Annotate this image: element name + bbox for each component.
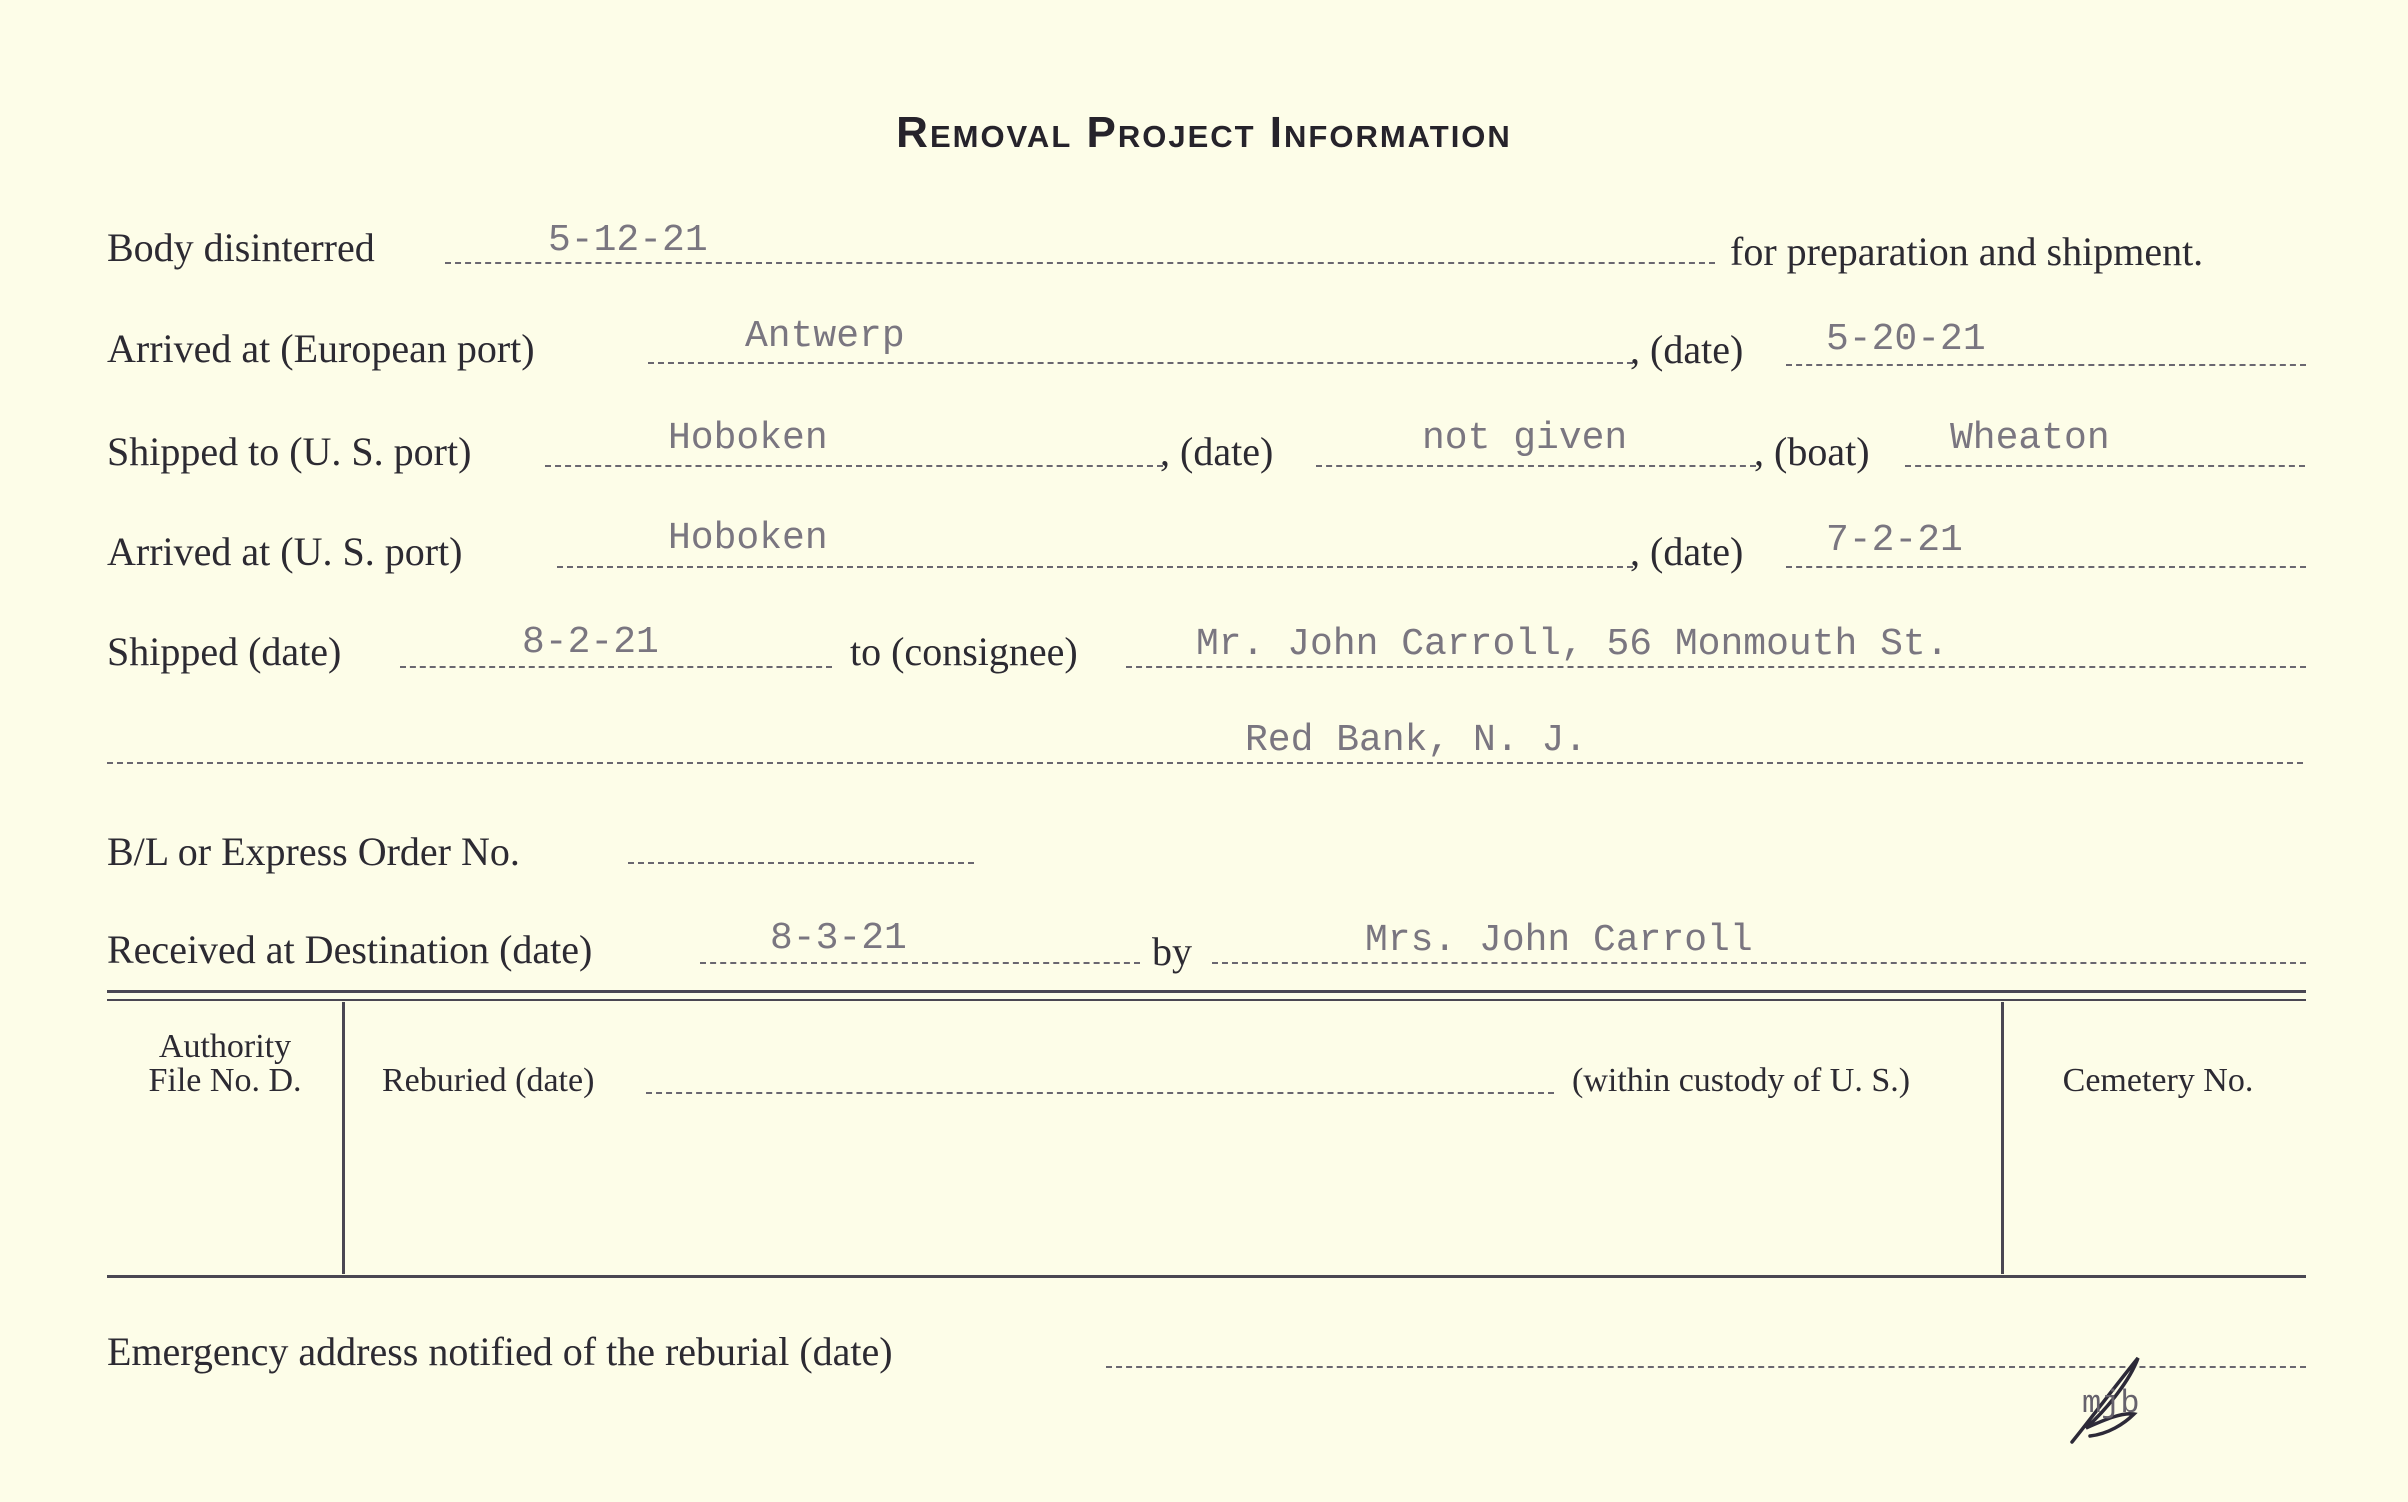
shipped-us-date-label: , (date) — [1160, 429, 1274, 474]
disinterred-date-line — [445, 262, 1715, 264]
shipped-us-port-label: Shipped to (U. S. port) — [107, 429, 472, 474]
received-by-value: Mrs. John Carroll — [1365, 919, 1753, 962]
arrived-us-date-value: 7-2-21 — [1826, 519, 1963, 562]
shipped-us-date-line — [1316, 465, 1756, 467]
disinterred-date-value: 5-12-21 — [548, 219, 708, 262]
arrived-european-date-line — [1786, 364, 2306, 366]
custody-label: (within custody of U. S.) — [1572, 1062, 1911, 1099]
initials-signature — [2060, 1350, 2160, 1450]
box-divider-left — [342, 1002, 345, 1274]
bl-express-order-line — [628, 862, 974, 864]
shipped-us-date-value: not given — [1422, 417, 1628, 460]
cemetery-number-label: Cemetery No. — [2062, 1062, 2254, 1099]
box-bottom-rule — [107, 1275, 2306, 1278]
disinterred-suffix-label: for preparation and shipment. — [1730, 229, 2204, 274]
arrived-us-port-line — [557, 566, 1633, 568]
shipped-us-port-value: Hoboken — [668, 417, 828, 460]
arrived-us-date-label: , (date) — [1630, 529, 1744, 574]
consignee-address-line-2: Red Bank, N. J. — [1245, 719, 1588, 762]
box-top-rule — [107, 990, 2306, 993]
shipped-date-line — [400, 666, 832, 668]
authority-label-line-1: Authority — [158, 1028, 292, 1065]
arrived-us-port-label: Arrived at (U. S. port) — [107, 529, 463, 574]
authority-label-line-2: File No. D. — [148, 1062, 302, 1099]
arrived-european-port-value: Antwerp — [745, 315, 905, 358]
disinterred-label: Body disinterred — [107, 225, 375, 270]
boat-line — [1905, 465, 2305, 467]
initials-text: mjb — [2082, 1385, 2140, 1422]
arrived-european-port-label: Arrived at (European port) — [107, 326, 535, 371]
shipped-date-label: Shipped (date) — [107, 629, 342, 674]
box-top-rule-inner — [107, 999, 2306, 1001]
arrived-us-date-line — [1786, 566, 2306, 568]
form-title: Removal Project Information — [896, 108, 1512, 157]
shipped-date-value: 8-2-21 — [522, 621, 659, 664]
emergency-address-label: Emergency address notified of the reburial (date) — [107, 1329, 893, 1374]
received-destination-label: Received at Destination (date) — [107, 927, 593, 972]
reburied-date-label: Reburied (date) — [382, 1062, 595, 1099]
arrived-european-date-label: , (date) — [1630, 327, 1744, 372]
consignee-label: to (consignee) — [850, 629, 1078, 674]
arrived-european-date-value: 5-20-21 — [1826, 318, 1986, 361]
received-date-value: 8-3-21 — [770, 917, 907, 960]
consignee-line-1 — [1126, 666, 2306, 668]
received-by-line — [1212, 962, 2306, 964]
received-by-label: by — [1152, 929, 1192, 974]
bl-express-order-label: B/L or Express Order No. — [107, 829, 520, 874]
consignee-address-line-1: Mr. John Carroll, 56 Monmouth St. — [1196, 623, 1949, 666]
arrived-us-port-value: Hoboken — [668, 517, 828, 560]
consignee-line-2 — [107, 762, 2303, 764]
boat-label: , (boat) — [1754, 429, 1870, 474]
box-divider-right — [2001, 1002, 2004, 1274]
arrived-european-port-line — [648, 362, 1633, 364]
shipped-us-port-line — [545, 465, 1163, 467]
reburied-date-line — [646, 1092, 1554, 1094]
boat-value: Wheaton — [1950, 417, 2110, 460]
received-date-line — [700, 962, 1140, 964]
